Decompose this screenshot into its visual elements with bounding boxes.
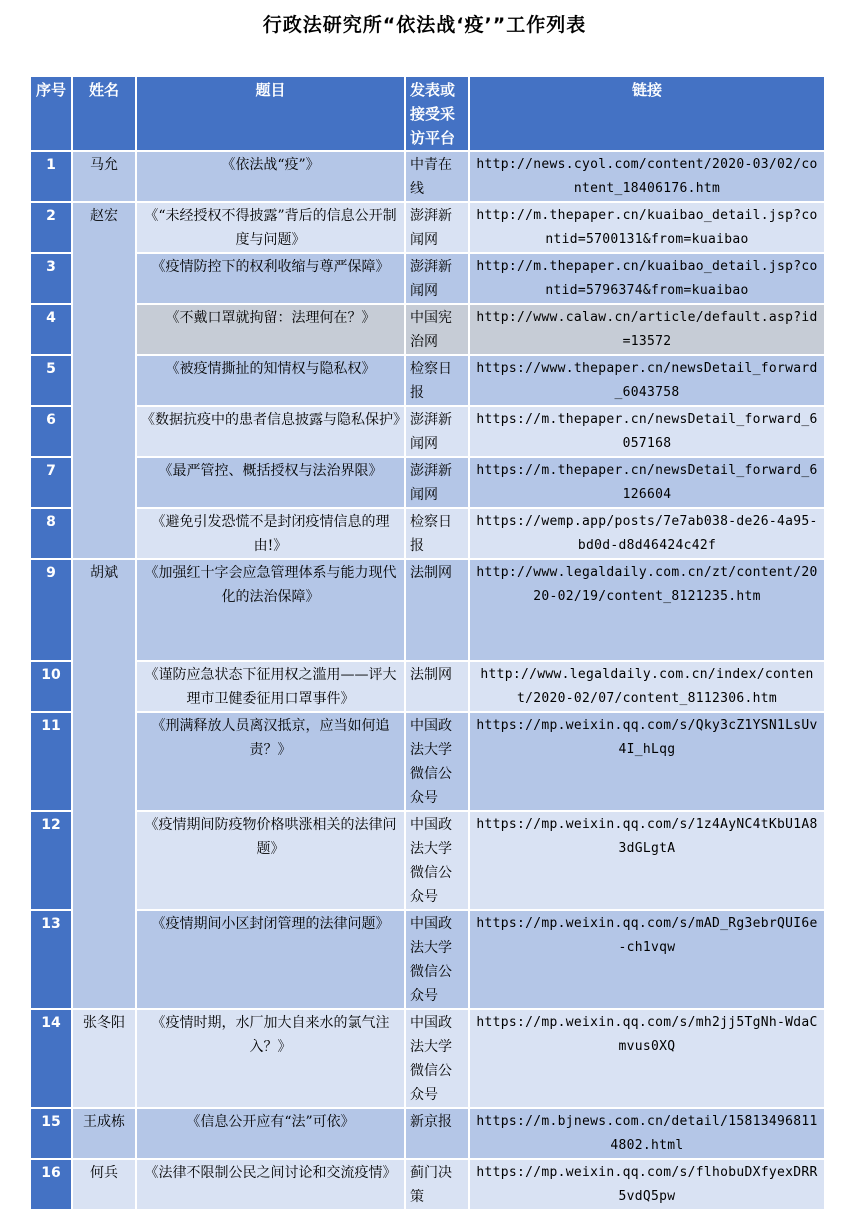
table-row xyxy=(30,457,825,508)
article-title: 《疫情期间小区封闭管理的法律问题》 xyxy=(136,910,405,1009)
author-name: 何兵 xyxy=(72,1159,136,1210)
table-row xyxy=(30,253,825,304)
article-link[interactable]: https://mp.weixin.qq.com/s/flhobuDXfyexDRR5vdQ5pw xyxy=(469,1159,825,1210)
table-row xyxy=(30,406,825,457)
table-row xyxy=(30,304,825,355)
platform-name: 检察日报 xyxy=(405,508,469,559)
header-platform: 发表或接受采访平台 xyxy=(405,76,469,151)
row-number: 11 xyxy=(30,712,72,811)
platform-name: 澎湃新闻网 xyxy=(405,253,469,304)
author-name: 王成栋 xyxy=(72,1108,136,1159)
platform-name: 中国政法大学微信公众号 xyxy=(405,910,469,1009)
article-link[interactable]: https://www.thepaper.cn/newsDetail_forward_6043758 xyxy=(469,355,825,406)
article-title: 《数据抗疫中的患者信息披露与隐私保护》 xyxy=(136,406,405,457)
header-link: 链接 xyxy=(469,76,825,151)
row-number: 5 xyxy=(30,355,72,406)
table-row xyxy=(30,559,825,661)
article-title: 《谨防应急状态下征用权之滥用——评大理市卫健委征用口罩事件》 xyxy=(136,661,405,712)
platform-name: 法制网 xyxy=(405,559,469,661)
table-row xyxy=(30,202,825,253)
article-link[interactable]: https://m.thepaper.cn/newsDetail_forward_6057168 xyxy=(469,406,825,457)
article-link[interactable]: http://m.thepaper.cn/kuaibao_detail.jsp?contid=5700131&from=kuaibao xyxy=(469,202,825,253)
article-title: 《不戴口罩就拘留：法理何在？》 xyxy=(136,304,405,355)
table-row xyxy=(30,1108,825,1159)
article-title: 《被疫情撕扯的知情权与隐私权》 xyxy=(136,355,405,406)
article-link[interactable]: http://news.cyol.com/content/2020-03/02/content_18406176.htm xyxy=(469,151,825,202)
table-row xyxy=(30,712,825,811)
platform-name: 中国政法大学微信公众号 xyxy=(405,1009,469,1108)
platform-name: 中青在线 xyxy=(405,151,469,202)
table-row xyxy=(30,1009,825,1108)
row-number: 3 xyxy=(30,253,72,304)
article-title: 《最严管控、概括授权与法治界限》 xyxy=(136,457,405,508)
platform-name: 澎湃新闻网 xyxy=(405,457,469,508)
table-row xyxy=(30,151,825,202)
platform-name: 澎湃新闻网 xyxy=(405,202,469,253)
article-title: 《疫情时期，水厂加大自来水的氯气注入？》 xyxy=(136,1009,405,1108)
header-name: 姓名 xyxy=(72,76,136,151)
row-number: 10 xyxy=(30,661,72,712)
header-no: 序号 xyxy=(30,76,72,151)
table-row xyxy=(30,508,825,559)
article-title: 《法律不限制公民之间讨论和交流疫情》 xyxy=(136,1159,405,1210)
row-number: 12 xyxy=(30,811,72,910)
article-link[interactable]: https://mp.weixin.qq.com/s/mAD_Rg3ebrQUI6e-ch1vqw xyxy=(469,910,825,1009)
platform-name: 澎湃新闻网 xyxy=(405,406,469,457)
platform-name: 检察日报 xyxy=(405,355,469,406)
article-link[interactable]: http://www.legaldaily.com.cn/zt/content/2020-02/19/content_8121235.htm xyxy=(469,559,825,661)
row-number: 15 xyxy=(30,1108,72,1159)
author-name: 赵宏 xyxy=(72,202,136,559)
row-number: 6 xyxy=(30,406,72,457)
article-link[interactable]: https://mp.weixin.qq.com/s/Qky3cZ1YSN1LsUv4I_hLqg xyxy=(469,712,825,811)
article-title: 《疫情防控下的权利收缩与尊严保障》 xyxy=(136,253,405,304)
row-number: 7 xyxy=(30,457,72,508)
platform-name: 中国政法大学微信公众号 xyxy=(405,811,469,910)
article-link[interactable]: https://wemp.app/posts/7e7ab038-de26-4a95-bd0d-d8d46424c42f xyxy=(469,508,825,559)
article-link[interactable]: https://m.bjnews.com.cn/detail/158134968114802.html xyxy=(469,1108,825,1159)
article-link[interactable]: https://m.thepaper.cn/newsDetail_forward_6126604 xyxy=(469,457,825,508)
work-list-table xyxy=(29,75,826,1211)
row-number: 9 xyxy=(30,559,72,661)
article-link[interactable]: http://www.legaldaily.com.cn/index/content/2020-02/07/content_8112306.htm xyxy=(469,661,825,712)
row-number: 4 xyxy=(30,304,72,355)
row-number: 8 xyxy=(30,508,72,559)
row-number: 13 xyxy=(30,910,72,1009)
article-title: 《信息公开应有“法”可依》 xyxy=(136,1108,405,1159)
author-name: 马允 xyxy=(72,151,136,202)
page-title: 行政法研究所“依法战‘疫’”工作列表 xyxy=(262,14,587,36)
platform-name: 蓟门决策 xyxy=(405,1159,469,1210)
article-title: 《刑满释放人员离汉抵京，应当如何追责？》 xyxy=(136,712,405,811)
article-title: 《避免引发恐慌不是封闭疫情信息的理由!》 xyxy=(136,508,405,559)
platform-name: 中国宪治网 xyxy=(405,304,469,355)
row-number: 14 xyxy=(30,1009,72,1108)
article-title: 《疫情期间防疫物价格哄涨相关的法律问题》 xyxy=(136,811,405,910)
platform-name: 新京报 xyxy=(405,1108,469,1159)
row-number: 2 xyxy=(30,202,72,253)
article-link[interactable]: http://www.calaw.cn/article/default.asp?id=13572 xyxy=(469,304,825,355)
article-link[interactable]: http://m.thepaper.cn/kuaibao_detail.jsp?contid=5796374&from=kuaibao xyxy=(469,253,825,304)
row-number: 16 xyxy=(30,1159,72,1210)
table-row xyxy=(30,355,825,406)
table-row xyxy=(30,661,825,712)
table-row xyxy=(30,811,825,910)
table-row xyxy=(30,910,825,1009)
author-name: 胡斌 xyxy=(72,559,136,1009)
article-title: 《“未经授权不得披露”背后的信息公开制度与问题》 xyxy=(136,202,405,253)
article-link[interactable]: https://mp.weixin.qq.com/s/1z4AyNC4tKbU1A83dGLgtA xyxy=(469,811,825,910)
header-topic: 题目 xyxy=(136,76,405,151)
platform-name: 中国政法大学微信公众号 xyxy=(405,712,469,811)
row-number: 1 xyxy=(30,151,72,202)
author-name: 张冬阳 xyxy=(72,1009,136,1108)
table-header-row xyxy=(30,76,825,151)
platform-name: 法制网 xyxy=(405,661,469,712)
table-row xyxy=(30,1159,825,1210)
article-title: 《加强红十字会应急管理体系与能力现代化的法治保障》 xyxy=(136,559,405,661)
article-title: 《依法战“疫”》 xyxy=(136,151,405,202)
article-link[interactable]: https://mp.weixin.qq.com/s/mh2jj5TgNh-WdaCmvus0XQ xyxy=(469,1009,825,1108)
